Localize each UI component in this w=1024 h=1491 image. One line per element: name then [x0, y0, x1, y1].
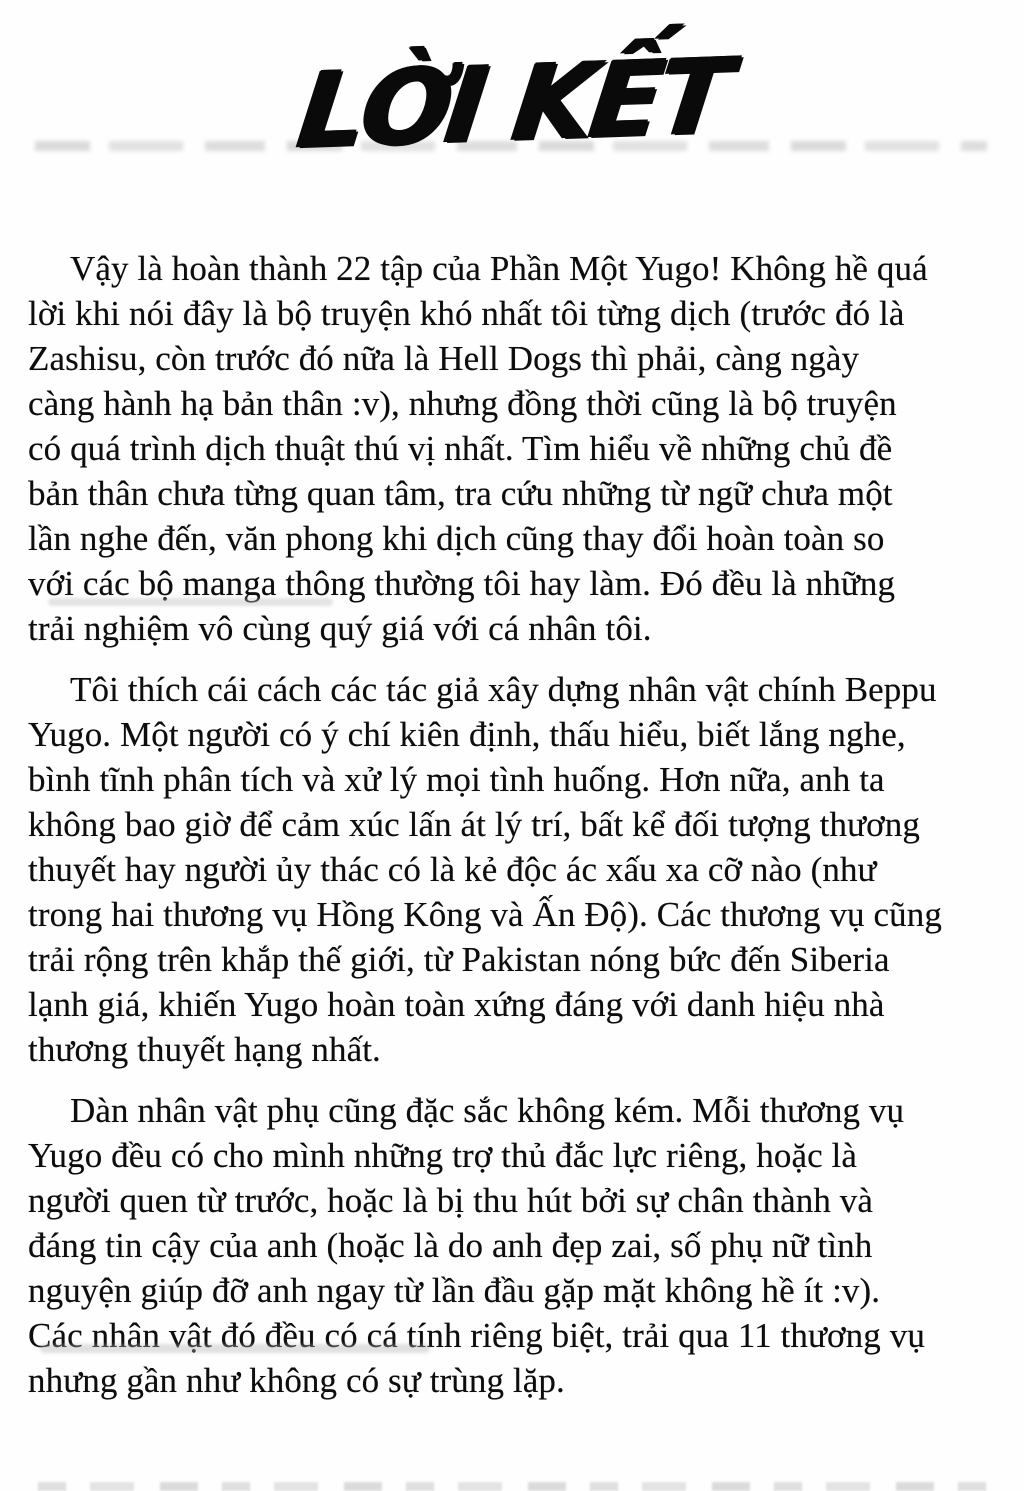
text-line: người quen từ trước, hoặc là bị thu hút bởi sự chân thành và: [28, 1181, 874, 1220]
text-line: nhưng gần như không có sự trùng lặp.: [28, 1361, 565, 1400]
text-line: lần nghe đến, văn phong khi dịch cũng thay đổi hoàn toàn so: [28, 519, 885, 558]
text-line: Tôi thích cái cách các tác giả xây dựng nhân vật chính Beppu: [70, 670, 937, 709]
text-line: có quá trình dịch thuật thú vị nhất. Tìm hiểu về những chủ đề: [28, 429, 893, 468]
text-line: Yugo. Một người có ý chí kiên định, thấu hiểu, biết lắng nghe,: [28, 715, 906, 754]
text-line: Dàn nhân vật phụ cũng đặc sắc không kém. Mỗi thương vụ: [70, 1091, 905, 1130]
text-line: đáng tin cậy của anh (hoặc là do anh đẹp zai, số phụ nữ tình: [28, 1226, 873, 1265]
text-line: Các nhân vật đó đều có cá tính riêng biệt, trải qua 11 thương vụ: [28, 1316, 925, 1355]
paragraph: [28, 246, 1006, 651]
text-line: thuyết hay người ủy thác có là kẻ độc ác xấu xa cỡ nào (như: [28, 850, 877, 889]
cut-off-text-artifact: [38, 1482, 990, 1491]
body-text: [28, 246, 1006, 1419]
text-line: Yugo đều có cho mình những trợ thủ đắc lực riêng, hoặc là: [28, 1136, 858, 1175]
paragraph: [28, 667, 1006, 1072]
text-line: trong hai thương vụ Hồng Kông và Ấn Độ). Các thương vụ cũng: [28, 895, 942, 934]
text-line: càng hành hạ bản thân :v), nhưng đồng thời cũng là bộ truyện: [28, 384, 897, 423]
paragraph: [28, 1088, 1006, 1403]
text-line: với các bộ manga thông thường tôi hay làm. Đó đều là những: [28, 564, 896, 603]
text-line: thương thuyết hạng nhất.: [28, 1030, 381, 1069]
text-line: bản thân chưa từng quan tâm, tra cứu những từ ngữ chưa một: [28, 474, 893, 513]
text-line: Zashisu, còn trước đó nữa là Hell Dogs thì phải, càng ngày: [28, 339, 860, 378]
page-title: LỜI KẾT: [291, 34, 733, 172]
text-line: Vậy là hoàn thành 22 tập của Phần Một Yugo! Không hề quá: [70, 249, 928, 288]
text-line: bình tĩnh phân tích và xử lý mọi tình huống. Hơn nữa, anh ta: [28, 760, 885, 799]
text-line: lạnh giá, khiến Yugo hoàn toàn xứng đáng với danh hiệu nhà: [28, 985, 885, 1024]
text-line: trải nghiệm vô cùng quý giá với cá nhân tôi.: [28, 609, 652, 648]
text-line: trải rộng trên khắp thế giới, từ Pakistan nóng bức đến Siberia: [28, 940, 890, 979]
text-line: lời khi nói đây là bộ truyện khó nhất tôi từng dịch (trước đó là: [28, 294, 905, 333]
text-line: không bao giờ để cảm xúc lấn át lý trí, bất kể đối tượng thương: [28, 805, 920, 844]
text-line: nguyện giúp đỡ anh ngay từ lần đầu gặp mặt không hề ít :v).: [28, 1271, 881, 1310]
title-block: [0, 28, 1024, 179]
